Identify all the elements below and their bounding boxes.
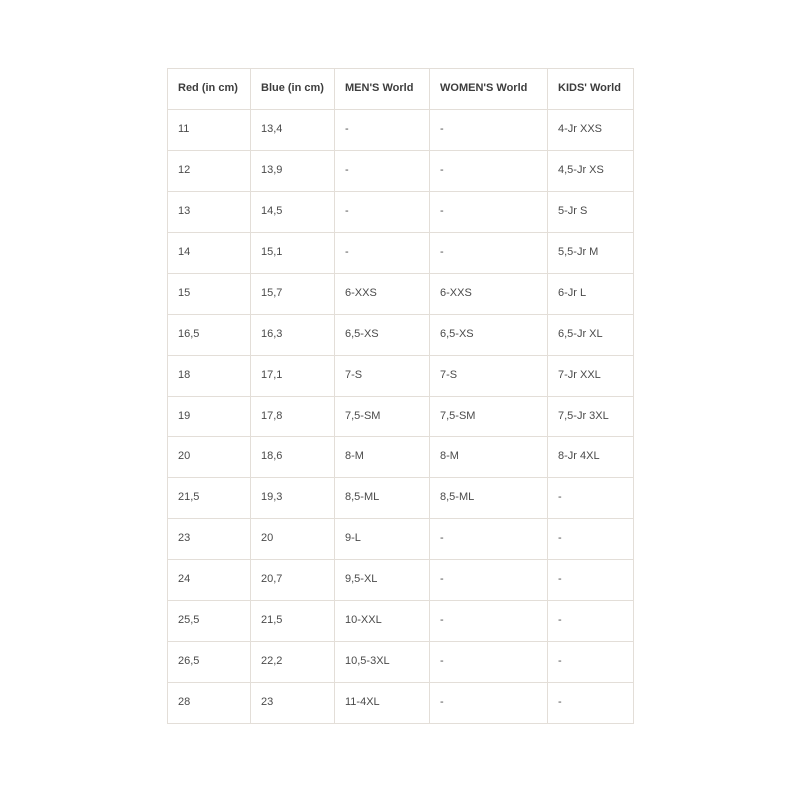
cell-blue-cm: 13,9 [251, 150, 335, 191]
cell-red-cm: 19 [168, 396, 251, 437]
cell-womens: - [430, 109, 548, 150]
cell-blue-cm: 21,5 [251, 601, 335, 642]
table-row [168, 355, 634, 396]
table-row [168, 191, 634, 232]
table-row [168, 437, 634, 478]
cell-kids: - [548, 642, 634, 683]
cell-womens: 8-M [430, 437, 548, 478]
table-row [168, 519, 634, 560]
cell-mens: - [335, 150, 430, 191]
column-header-red-cm: Red (in cm) [168, 69, 251, 110]
table-header-row [168, 69, 634, 110]
cell-mens: 8,5-ML [335, 478, 430, 519]
table-header [168, 69, 634, 110]
cell-blue-cm: 19,3 [251, 478, 335, 519]
cell-blue-cm: 18,6 [251, 437, 335, 478]
cell-red-cm: 21,5 [168, 478, 251, 519]
table-row [168, 109, 634, 150]
cell-mens: 10-XXL [335, 601, 430, 642]
cell-blue-cm: 14,5 [251, 191, 335, 232]
cell-kids: 5,5-Jr M [548, 232, 634, 273]
cell-mens: - [335, 191, 430, 232]
cell-mens: 7-S [335, 355, 430, 396]
cell-red-cm: 24 [168, 560, 251, 601]
cell-red-cm: 20 [168, 437, 251, 478]
table-row [168, 560, 634, 601]
cell-mens: 9-L [335, 519, 430, 560]
cell-blue-cm: 22,2 [251, 642, 335, 683]
column-header-blue-cm: Blue (in cm) [251, 69, 335, 110]
column-header-mens-world: MEN'S World [335, 69, 430, 110]
cell-womens: - [430, 191, 548, 232]
cell-kids: - [548, 601, 634, 642]
cell-blue-cm: 13,4 [251, 109, 335, 150]
table-row [168, 150, 634, 191]
cell-mens: 7,5-SM [335, 396, 430, 437]
column-header-kids-world: KIDS' World [548, 69, 634, 110]
cell-womens: 6,5-XS [430, 314, 548, 355]
cell-womens: - [430, 150, 548, 191]
cell-womens: - [430, 519, 548, 560]
cell-red-cm: 13 [168, 191, 251, 232]
table-row [168, 396, 634, 437]
cell-red-cm: 11 [168, 109, 251, 150]
cell-red-cm: 25,5 [168, 601, 251, 642]
size-chart-table [167, 68, 634, 724]
cell-womens: 8,5-ML [430, 478, 548, 519]
cell-kids: 4,5-Jr XS [548, 150, 634, 191]
cell-womens: 6-XXS [430, 273, 548, 314]
cell-mens: 6,5-XS [335, 314, 430, 355]
cell-red-cm: 26,5 [168, 642, 251, 683]
cell-red-cm: 28 [168, 683, 251, 724]
cell-mens: 11-4XL [335, 683, 430, 724]
table-row [168, 314, 634, 355]
cell-blue-cm: 17,8 [251, 396, 335, 437]
cell-kids: - [548, 560, 634, 601]
cell-mens: - [335, 232, 430, 273]
table-row [168, 642, 634, 683]
cell-red-cm: 18 [168, 355, 251, 396]
cell-red-cm: 23 [168, 519, 251, 560]
table-row [168, 601, 634, 642]
cell-blue-cm: 20 [251, 519, 335, 560]
cell-womens: 7-S [430, 355, 548, 396]
table-row [168, 478, 634, 519]
cell-kids: 7-Jr XXL [548, 355, 634, 396]
table-body [168, 109, 634, 723]
cell-blue-cm: 15,1 [251, 232, 335, 273]
cell-kids: 6,5-Jr XL [548, 314, 634, 355]
cell-red-cm: 16,5 [168, 314, 251, 355]
cell-blue-cm: 20,7 [251, 560, 335, 601]
cell-mens: - [335, 109, 430, 150]
cell-mens: 6-XXS [335, 273, 430, 314]
cell-mens: 10,5-3XL [335, 642, 430, 683]
table-row [168, 232, 634, 273]
cell-blue-cm: 15,7 [251, 273, 335, 314]
cell-kids: 8-Jr 4XL [548, 437, 634, 478]
cell-blue-cm: 16,3 [251, 314, 335, 355]
column-header-womens-world: WOMEN'S World [430, 69, 548, 110]
cell-blue-cm: 23 [251, 683, 335, 724]
cell-kids: 4-Jr XXS [548, 109, 634, 150]
size-chart-container [167, 68, 633, 724]
cell-blue-cm: 17,1 [251, 355, 335, 396]
cell-kids: - [548, 519, 634, 560]
cell-womens: - [430, 683, 548, 724]
table-row [168, 273, 634, 314]
cell-mens: 9,5-XL [335, 560, 430, 601]
cell-mens: 8-M [335, 437, 430, 478]
cell-womens: - [430, 232, 548, 273]
table-row [168, 683, 634, 724]
cell-kids: 6-Jr L [548, 273, 634, 314]
cell-kids: - [548, 478, 634, 519]
cell-womens: - [430, 642, 548, 683]
cell-womens: - [430, 601, 548, 642]
cell-kids: 7,5-Jr 3XL [548, 396, 634, 437]
cell-red-cm: 15 [168, 273, 251, 314]
cell-kids: 5-Jr S [548, 191, 634, 232]
cell-womens: - [430, 560, 548, 601]
cell-red-cm: 14 [168, 232, 251, 273]
cell-red-cm: 12 [168, 150, 251, 191]
cell-kids: - [548, 683, 634, 724]
cell-womens: 7,5-SM [430, 396, 548, 437]
